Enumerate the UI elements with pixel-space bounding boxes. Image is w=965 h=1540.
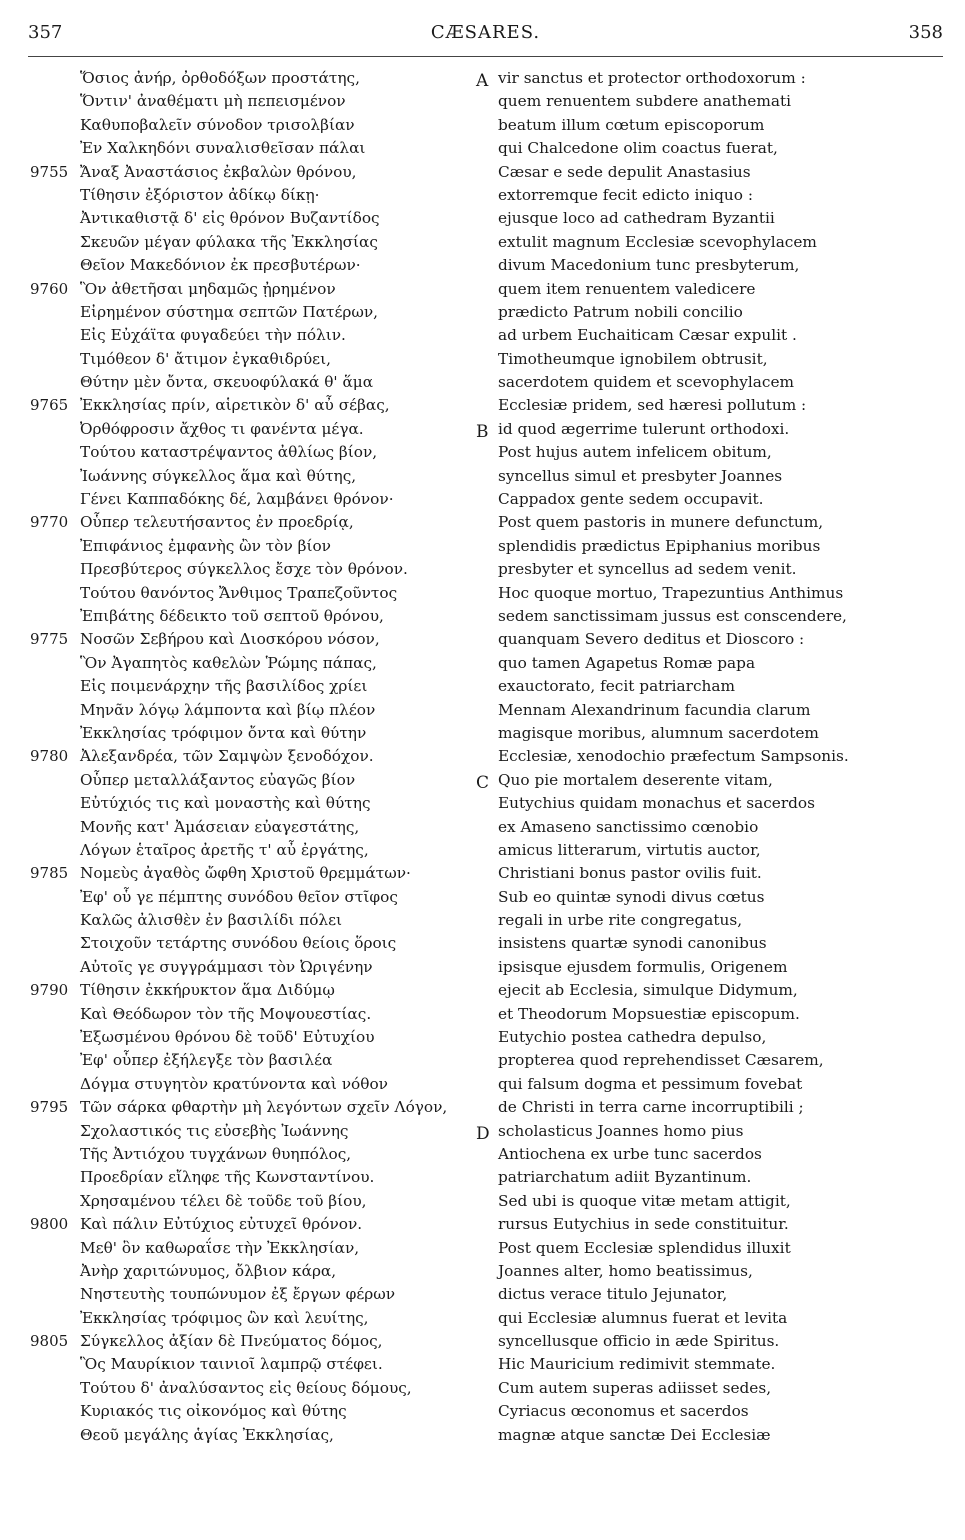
- greek-verse-text: Οὗπερ μεταλλάξαντος εὐαγῶς βίον: [80, 770, 356, 789]
- greek-verse-text: Πρεσβύτερος σύγκελλος ἔσχε τὸν θρόνον.: [80, 560, 408, 579]
- greek-line: [0, 137, 490, 160]
- latin-verse-text: amicus litterarum, virtutis auctor,: [498, 840, 761, 859]
- greek-verse-text: Τιμόθεον δ' ἄτιμον ἐγκαθιδρύει,: [80, 349, 331, 368]
- latin-verse-text: qui Ecclesiæ alumnus fuerat et levita: [498, 1308, 788, 1327]
- latin-verse-text: Eutychio postea cathedra depulso,: [498, 1028, 767, 1047]
- latin-line: [470, 1330, 960, 1353]
- greek-line: [0, 184, 490, 207]
- latin-line: [470, 1377, 960, 1400]
- latin-verse-text: syncellus simul et presbyter Joannes: [498, 466, 783, 485]
- greek-verse-text: Ἐφ' οὗπερ ἐξήλεγξε τὸν βασιλέα: [80, 1051, 333, 1070]
- latin-verse-text: et Theodorum Mopsuestiæ episcopum.: [498, 1004, 800, 1023]
- greek-line: [0, 956, 490, 979]
- greek-verse-text: Ἰωάννης σύγκελλος ἅμα καὶ θύτης,: [80, 466, 357, 485]
- latin-line: [470, 628, 960, 651]
- greek-line: [0, 1190, 490, 1213]
- greek-line: [0, 418, 490, 441]
- latin-verse-text: Sub eo quintæ synodi divus cœtus: [498, 887, 765, 906]
- latin-line: [470, 488, 960, 511]
- greek-verse-text: Θεῖον Μακεδόνιον ἐκ πρεσβυτέρων·: [80, 256, 361, 275]
- line-number: 9795: [30, 1098, 69, 1117]
- latin-line: [470, 90, 960, 113]
- latin-verse-text: sedem sanctissimam jussus est conscendere,: [498, 606, 847, 625]
- latin-line: [470, 582, 960, 605]
- greek-line: [0, 441, 490, 464]
- greek-line: [0, 769, 490, 792]
- greek-verse-text: Ἀνὴρ χαριτώνυμος, ὄλβιον κάρα,: [80, 1261, 337, 1280]
- greek-verse-text: Ἐκκλησίας τρόφιμος ὢν καὶ λευίτης,: [80, 1308, 369, 1327]
- latin-verse-text: Cappadox gente sedem occupavit.: [498, 490, 764, 509]
- greek-line: [0, 792, 490, 815]
- latin-verse-text: magisque moribus, alumnum sacerdotem: [498, 723, 819, 742]
- greek-verse-text: Μεθ' ὃν καθωραΐσε τὴν Ἐκκλησίαν,: [80, 1238, 360, 1257]
- latin-verse-text: Christiani bonus pastor ovilis fuit.: [498, 864, 762, 883]
- greek-line: [0, 1166, 490, 1189]
- greek-line: [0, 161, 490, 184]
- latin-line: [470, 956, 960, 979]
- latin-line: [470, 1283, 960, 1306]
- greek-line: [0, 816, 490, 839]
- latin-line: [470, 278, 960, 301]
- latin-line: [470, 909, 960, 932]
- latin-verse-text: qui Chalcedone olim coactus fuerat,: [498, 139, 778, 158]
- line-number: 9800: [30, 1215, 69, 1234]
- latin-line: [470, 231, 960, 254]
- latin-line: [470, 1073, 960, 1096]
- greek-line: [0, 722, 490, 745]
- page-number-left: 357: [28, 22, 63, 43]
- latin-line: [470, 465, 960, 488]
- latin-line: [470, 886, 960, 909]
- latin-verse-text: Post quem pastoris in munere defunctum,: [498, 513, 824, 532]
- latin-verse-text: extulit magnum Ecclesiæ scevophylacem: [498, 232, 817, 251]
- latin-verse-text: exauctorato, fecit patriarcham: [498, 677, 736, 696]
- latin-verse-text: Sed ubi is quoque vitæ metam attigit,: [498, 1191, 791, 1210]
- greek-verse-text: Εἰς Εὐχάϊτα φυγαδεύει τὴν πόλιν.: [80, 326, 346, 345]
- greek-verse-text: Καὶ Θεόδωρον τὸν τῆς Μοψουεστίας.: [80, 1004, 372, 1023]
- latin-verse-text: patriarchatum adiit Byzantinum.: [498, 1168, 752, 1187]
- latin-line: [470, 1307, 960, 1330]
- greek-line: [0, 348, 490, 371]
- latin-line: [470, 371, 960, 394]
- latin-line: [470, 1353, 960, 1376]
- line-number: 9765: [30, 396, 69, 415]
- latin-line: [470, 67, 960, 90]
- header-rule: [28, 56, 943, 57]
- latin-verse-text: sacerdotem quidem et scevophylacem: [498, 373, 795, 392]
- greek-verse-text: Ἐκκλησίας τρόφιμον ὄντα καὶ θύτην: [80, 723, 367, 742]
- latin-verse-text: Ecclesiæ, xenodochio præfectum Sampsonis.: [498, 747, 849, 766]
- greek-verse-text: Τίθησιν ἐκκήρυκτον ἅμα Διδύμῳ: [80, 981, 335, 1000]
- greek-line: [0, 932, 490, 955]
- latin-verse-text: Eutychius quidam monachus et sacerdos: [498, 794, 815, 813]
- line-number: 9805: [30, 1332, 69, 1351]
- greek-verse-text: Ὅσιος ἀνήρ, ὀρθοδόξων προστάτης,: [80, 69, 360, 87]
- latin-verse-text: regali in urbe rite congregatus,: [498, 911, 743, 930]
- greek-line: [0, 324, 490, 347]
- greek-verse-text: Ἐν Χαλκηδόνι συναλισθεῖσαν πάλαι: [80, 139, 366, 158]
- latin-line: [470, 932, 960, 955]
- latin-verse-text: ejusque loco ad cathedram Byzantii: [498, 209, 775, 228]
- greek-line: [0, 628, 490, 651]
- greek-verse-text: Ἐφ' οὗ γε πέμπτης συνόδου θεῖον στῖφος: [80, 887, 398, 906]
- latin-verse-text: vir sanctus et protector orthodoxorum :: [498, 69, 806, 87]
- greek-verse-text: Ὅντιν' ἀναθέματι μὴ πεπεισμένον: [80, 92, 346, 111]
- greek-verse-text: Λόγων ἑταῖρος ἀρετῆς τ' αὖ ἐργάτης,: [80, 840, 369, 859]
- greek-line: [0, 1143, 490, 1166]
- greek-verse-text: Ἀλεξανδρέα, τῶν Σαμψὼν ξενοδόχον.: [80, 747, 374, 766]
- latin-verse-text: quanquam Severo deditus et Dioscoro :: [498, 630, 805, 649]
- greek-line: [0, 1400, 490, 1423]
- latin-verse-text: Hoc quoque mortuo, Trapezuntius Anthimus: [498, 583, 844, 602]
- greek-line: [0, 1330, 490, 1353]
- greek-verse-text: Τῶν σάρκα φθαρτὴν μὴ λεγόντων σχεῖν Λόγον,: [80, 1098, 448, 1117]
- latin-line: [470, 137, 960, 160]
- latin-verse-text: divum Macedonium tunc presbyterum,: [498, 256, 800, 275]
- greek-line: [0, 1237, 490, 1260]
- line-number: 9790: [30, 981, 69, 1000]
- greek-line: [0, 1120, 490, 1143]
- latin-verse-text: insistens quartæ synodi canonibus: [498, 934, 767, 953]
- greek-verse-text: Ἄναξ Ἀναστάσιος ἐκβαλὼν θρόνου,: [80, 162, 357, 181]
- greek-line: [0, 1213, 490, 1236]
- latin-verse-text: Ecclesiæ pridem, sed hæresi pollutum :: [498, 396, 807, 415]
- greek-line: [0, 1377, 490, 1400]
- latin-verse-text: beatum illum cœtum episcoporum: [498, 115, 765, 134]
- greek-verse-text: Κυριακός τις οἰκονόμος καὶ θύτης: [80, 1402, 347, 1421]
- greek-verse-text: Καλῶς ἀλισθὲν ἐν βασιλίδι πόλει: [80, 911, 343, 930]
- greek-verse-text: Καὶ πάλιν Εὐτύχιος εὐτυχεῖ θρόνον.: [80, 1215, 363, 1234]
- greek-column: [0, 67, 490, 1447]
- latin-line: [470, 816, 960, 839]
- latin-verse-text: Cyriacus œconomus et sacerdos: [498, 1402, 749, 1421]
- latin-line: [470, 418, 960, 441]
- greek-line: [0, 231, 490, 254]
- greek-verse-text: Ἐπιβάτης δέδεικτο τοῦ σεπτοῦ θρόνου,: [80, 606, 384, 625]
- latin-line: [470, 348, 960, 371]
- greek-line: [0, 278, 490, 301]
- latin-line: [470, 722, 960, 745]
- running-title: CÆSARES.: [430, 22, 541, 43]
- greek-verse-text: Τῆς Ἀντιόχου τυγχάνων θυηπόλος,: [80, 1144, 352, 1163]
- greek-verse-text: Τούτου θανόντος Ἄνθιμος Τραπεζοῦντος: [80, 583, 398, 602]
- greek-verse-text: Ὃς Μαυρίκιον ταινιοῖ λαμπρῷ στέφει.: [80, 1355, 383, 1374]
- latin-line: [470, 441, 960, 464]
- greek-line: [0, 511, 490, 534]
- greek-line: [0, 979, 490, 1002]
- greek-verse-text: Εἰς ποιμενάρχην τῆς βασιλίδος χρίει: [80, 677, 368, 696]
- greek-verse-text: Ἐκκλησίας πρίν, αἱρετικὸν δ' αὖ σέβας,: [80, 396, 390, 415]
- latin-line: [470, 301, 960, 324]
- greek-verse-text: Ὃν ἀθετῆσαι μηδαμῶς ᾐρημένον: [80, 279, 336, 298]
- section-marker: A: [476, 71, 489, 91]
- latin-line: [470, 1120, 960, 1143]
- greek-line: [0, 1424, 490, 1447]
- latin-line: [470, 1026, 960, 1049]
- greek-line: [0, 465, 490, 488]
- latin-verse-text: Joannes alter, homo beatissimus,: [498, 1261, 753, 1280]
- latin-verse-text: Cæsar e sede depulit Anastasius: [498, 162, 751, 181]
- greek-line: [0, 90, 490, 113]
- latin-line: [470, 184, 960, 207]
- greek-verse-text: Σχολαστικός τις εὐσεβὴς Ἰωάννης: [80, 1121, 349, 1140]
- greek-verse-text: Τίθησιν ἐξόριστον ἀδίκῳ δίκῃ·: [80, 185, 320, 204]
- greek-line: [0, 535, 490, 558]
- section-marker: B: [476, 421, 489, 442]
- latin-verse-text: ad urbem Euchaiticam Cæsar expulit .: [498, 326, 797, 345]
- line-number: 9755: [30, 162, 69, 181]
- greek-verse-text: Νηστευτὴς τουπώνυμον ἐξ ἔργων φέρων: [80, 1285, 396, 1304]
- latin-verse-text: Timotheumque ignobilem obtrusit,: [498, 349, 768, 368]
- latin-verse-text: ejecit ab Ecclesia, simulque Didymum,: [498, 981, 798, 1000]
- latin-verse-text: quem item renuentem valedicere: [498, 279, 756, 298]
- greek-line: [0, 699, 490, 722]
- latin-verse-text: ipsisque ejusdem formulis, Origenem: [498, 957, 788, 976]
- latin-verse-text: Mennam Alexandrinum facundia clarum: [498, 700, 811, 719]
- greek-verse-text: Ὀρθόφροσιν ἄχθος τι φανέντα μέγα.: [80, 419, 364, 438]
- latin-line: [470, 699, 960, 722]
- latin-verse-text: presbyter et syncellus ad sedem venit.: [498, 560, 797, 579]
- latin-line: [470, 1166, 960, 1189]
- greek-line: [0, 488, 490, 511]
- greek-verse-text: Καθυποβαλεῖν σύνοδον τρισολβίαν: [80, 115, 355, 134]
- latin-verse-text: prædicto Patrum nobili concilio: [498, 302, 743, 321]
- latin-line: [470, 558, 960, 581]
- greek-line: [0, 886, 490, 909]
- greek-line: [0, 582, 490, 605]
- latin-verse-text: syncellusque officio in æde Spiritus.: [498, 1332, 780, 1351]
- greek-line: [0, 558, 490, 581]
- latin-verse-text: magnæ atque sanctæ Dei Ecclesiæ: [498, 1425, 771, 1444]
- latin-line: [470, 769, 960, 792]
- greek-verse-text: Μονῆς κατ' Ἀμάσειαν εὐαγεστάτης,: [80, 817, 360, 836]
- latin-verse-text: scholasticus Joannes homo pius: [498, 1121, 744, 1140]
- greek-line: [0, 207, 490, 230]
- greek-line: [0, 67, 490, 90]
- line-number: 9775: [30, 630, 69, 649]
- greek-line: [0, 394, 490, 417]
- greek-line: [0, 1307, 490, 1330]
- latin-line: [470, 1003, 960, 1026]
- greek-verse-text: Στοιχοῦν τετάρτης συνόδου θείοις ὅροις: [80, 934, 397, 953]
- greek-verse-text: Ὃν Ἀγαπητὸς καθελὼν Ῥώμης πάπας,: [80, 653, 377, 672]
- latin-verse-text: Post quem Ecclesiæ splendidus illuxit: [498, 1238, 791, 1257]
- latin-line: [470, 1213, 960, 1236]
- greek-verse-text: Ἀντικαθιστᾷ δ' εἰς θρόνον Βυζαντίδος: [80, 209, 380, 228]
- greek-verse-text: Εἰρημένον σύστημα σεπτῶν Πατέρων,: [80, 302, 379, 321]
- greek-line: [0, 1353, 490, 1376]
- greek-line: [0, 745, 490, 768]
- latin-line: [470, 1400, 960, 1423]
- greek-verse-text: Σύγκελλος ἀξίαν δὲ Πνεύματος δόμος,: [80, 1332, 383, 1351]
- latin-verse-text: Cum autem superas adiisset sedes,: [498, 1378, 772, 1397]
- greek-verse-text: Αὐτοῖς γε συγγράμμασι τὸν Ὠριγένην: [80, 957, 373, 976]
- latin-line: [470, 675, 960, 698]
- greek-verse-text: Οὗπερ τελευτήσαντος ἐν προεδρίᾳ,: [80, 513, 354, 532]
- latin-verse-text: qui falsum dogma et pessimum fovebat: [498, 1074, 803, 1093]
- line-number: 9780: [30, 747, 69, 766]
- latin-line: [470, 1143, 960, 1166]
- greek-line: [0, 1003, 490, 1026]
- latin-line: [470, 745, 960, 768]
- latin-line: [470, 1096, 960, 1119]
- greek-verse-text: Μηνᾶν λόγῳ λάμποντα καὶ βίῳ πλέον: [80, 700, 376, 719]
- greek-verse-text: Εὐτύχιός τις καὶ μοναστὴς καὶ θύτης: [80, 794, 371, 813]
- greek-line: [0, 862, 490, 885]
- greek-line: [0, 839, 490, 862]
- greek-line: [0, 652, 490, 675]
- greek-line: [0, 1049, 490, 1072]
- greek-line: [0, 301, 490, 324]
- greek-verse-text: Νομεὺς ἀγαθὸς ὤφθη Χριστοῦ θρεμμάτων·: [80, 864, 411, 883]
- latin-line: [470, 535, 960, 558]
- greek-verse-text: Τούτου καταστρέψαντος ἀθλίως βίον,: [80, 443, 378, 462]
- greek-line: [0, 909, 490, 932]
- latin-verse-text: rursus Eutychius in sede constituitur.: [498, 1215, 789, 1234]
- latin-line: [470, 324, 960, 347]
- latin-verse-text: Hic Mauricium redimivit stemmate.: [498, 1355, 776, 1374]
- section-marker: C: [476, 772, 490, 793]
- page-number-right: 358: [908, 22, 943, 43]
- latin-line: [470, 605, 960, 628]
- latin-line: [470, 1049, 960, 1072]
- line-number: 9760: [30, 279, 69, 298]
- page-header: [28, 22, 943, 52]
- latin-line: [470, 792, 960, 815]
- greek-line: [0, 114, 490, 137]
- line-number: 9770: [30, 513, 69, 532]
- latin-verse-text: quem renuentem subdere anathemati: [498, 92, 791, 111]
- latin-verse-text: ex Amaseno sanctissimo cœnobio: [498, 817, 759, 836]
- latin-verse-text: dictus verace titulo Jejunator,: [498, 1285, 728, 1304]
- latin-line: [470, 1260, 960, 1283]
- greek-verse-text: Θύτην μὲν ὄντα, σκευοφύλακά θ' ἅμα: [80, 373, 374, 392]
- latin-line: [470, 1237, 960, 1260]
- latin-line: [470, 1424, 960, 1447]
- greek-line: [0, 1283, 490, 1306]
- latin-verse-text: propterea quod reprehendisset Cæsarem,: [498, 1051, 824, 1070]
- greek-verse-text: Δόγμα στυγητὸν κρατύνοντα καὶ νόθον: [80, 1074, 388, 1093]
- latin-verse-text: de Christi in terra carne incorruptibili ;: [498, 1098, 804, 1117]
- greek-verse-text: Τούτου δ' ἀναλύσαντος εἰς θείους δόμους,: [80, 1378, 412, 1397]
- greek-line: [0, 371, 490, 394]
- latin-verse-text: Quo pie mortalem deserente vitam,: [498, 770, 773, 789]
- latin-verse-text: id quod ægerrime tulerunt orthodoxi.: [498, 419, 790, 438]
- greek-line: [0, 675, 490, 698]
- latin-line: [470, 862, 960, 885]
- section-marker: D: [476, 1123, 490, 1144]
- greek-verse-text: Προεδρίαν εἴληφε τῆς Κωνσταντίνου.: [80, 1168, 375, 1187]
- greek-verse-text: Σκευῶν μέγαν φύλακα τῆς Ἐκκλησίας: [80, 232, 378, 251]
- latin-verse-text: Antiochena ex urbe tunc sacerdos: [498, 1144, 762, 1163]
- latin-line: [470, 161, 960, 184]
- greek-line: [0, 605, 490, 628]
- latin-line: [470, 114, 960, 137]
- latin-line: [470, 839, 960, 862]
- latin-verse-text: Post hujus autem infelicem obitum,: [498, 443, 772, 462]
- greek-line: [0, 254, 490, 277]
- latin-verse-text: extorremque fecit edicto iniquo :: [498, 185, 753, 204]
- greek-verse-text: Ἐπιφάνιος ἐμφανὴς ὢν τὸν βίον: [80, 536, 331, 555]
- greek-verse-text: Χρησαμένου τέλει δὲ τοῦδε τοῦ βίου,: [80, 1191, 367, 1210]
- latin-line: [470, 652, 960, 675]
- greek-line: [0, 1073, 490, 1096]
- latin-line: [470, 1190, 960, 1213]
- latin-line: [470, 207, 960, 230]
- greek-verse-text: Νοσῶν Σεβήρου καὶ Διοσκόρου νόσον,: [80, 630, 380, 649]
- greek-line: [0, 1026, 490, 1049]
- latin-column: [470, 67, 960, 1447]
- greek-verse-text: Θεοῦ μεγάλης ἁγίας Ἐκκλησίας,: [80, 1425, 334, 1444]
- latin-line: [470, 511, 960, 534]
- greek-verse-text: Ἐξωσμένου θρόνου δὲ τοῦδ' Εὐτυχίου: [80, 1028, 375, 1047]
- greek-line: [0, 1260, 490, 1283]
- latin-line: [470, 254, 960, 277]
- latin-verse-text: splendidis prædictus Epiphanius moribus: [498, 536, 821, 555]
- latin-verse-text: quo tamen Agapetus Romæ papa: [498, 653, 756, 672]
- greek-line: [0, 1096, 490, 1119]
- line-number: 9785: [30, 864, 69, 883]
- latin-line: [470, 979, 960, 1002]
- latin-line: [470, 394, 960, 417]
- greek-verse-text: Γένει Καππαδόκης δέ, λαμβάνει θρόνον·: [80, 490, 394, 509]
